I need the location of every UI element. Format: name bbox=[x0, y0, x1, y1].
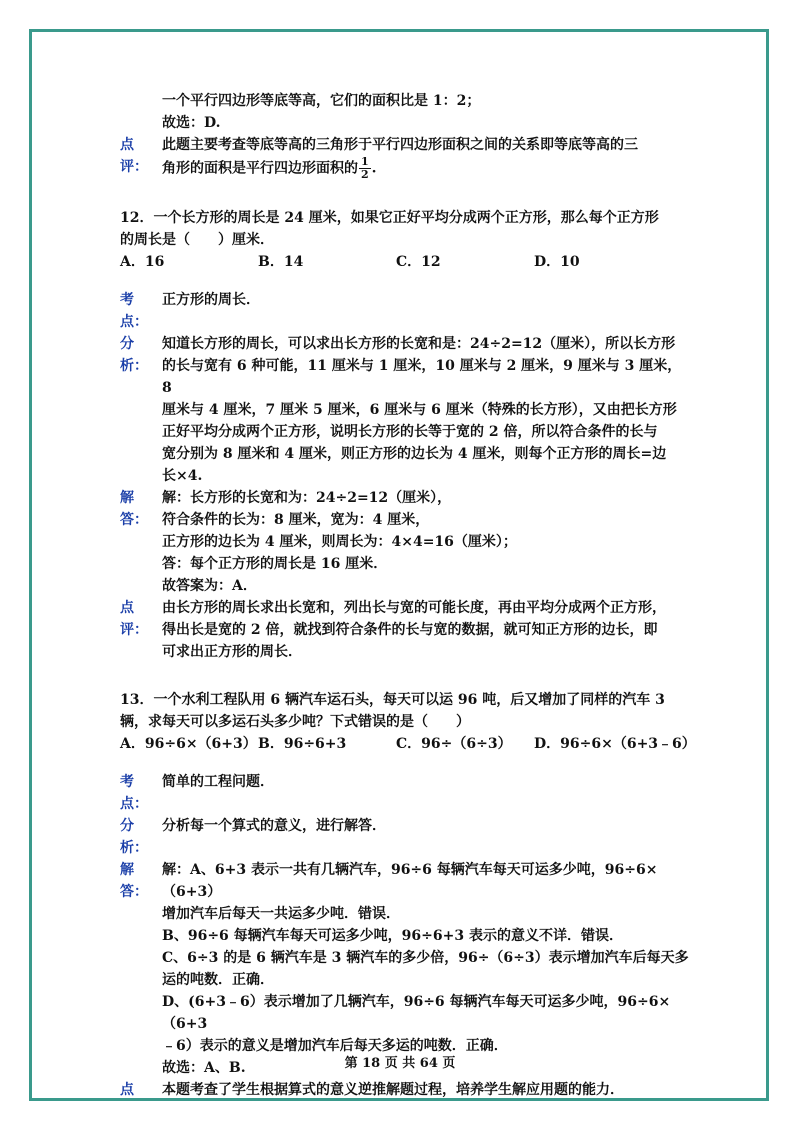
prev-answer-choice: 故选：D. bbox=[162, 115, 221, 131]
option-c: C．96÷（6÷3） bbox=[396, 736, 512, 752]
fenxi-line: 长×4. bbox=[162, 468, 203, 484]
dianping-text: 本题考查了学生根据算式的意义逆推解题过程，培养学生解应用题的能力． bbox=[162, 1082, 624, 1098]
document-content bbox=[120, 90, 696, 1101]
question-stem: 的周长是（ ）厘米． bbox=[120, 232, 274, 248]
dianping-line: 由长方形的周长求出长宽和，列出长与宽的可能长度，再由平均分成两个正方形， bbox=[162, 600, 666, 616]
kaodian-text: 简单的工程问题． bbox=[162, 774, 274, 790]
fenxi-line: 的长与宽有 6 种可能，11 厘米与 1 厘米，10 厘米与 2 厘米，9 厘米与 3 厘米，8 bbox=[162, 358, 682, 396]
jieda-line: 故选：A、B. bbox=[162, 1060, 246, 1076]
jieda-line: 解：长方形的长宽和为：24÷2=12（厘米）， bbox=[162, 490, 452, 506]
fenxi-label: 分 析： bbox=[120, 336, 148, 374]
q13-jieda bbox=[120, 859, 690, 925]
option-c: C．12 bbox=[396, 254, 441, 270]
q12-dianping bbox=[120, 597, 690, 663]
question-options bbox=[120, 251, 690, 273]
dianping-label: 点 评： bbox=[120, 600, 148, 638]
dianping-line: 得出长是宽的 2 倍，就找到符合条件的长与宽的数据，就可知正方形的边长，即 bbox=[162, 622, 658, 638]
jieda-label: 解 答： bbox=[120, 490, 148, 528]
option-b: B．96÷6+3 bbox=[258, 736, 347, 752]
fraction-half: $\frac{1}{2}$ bbox=[361, 155, 369, 181]
q12-kaodian bbox=[120, 289, 690, 333]
dianping-line: 可求出正方形的周长． bbox=[162, 644, 302, 660]
question-stem: 13．一个水利工程队用 6 辆汽车运石头，每天可以运 96 吨，后又增加了同样的汽车 3 bbox=[120, 692, 665, 708]
dianping-label: 点 评： bbox=[120, 137, 148, 175]
question-13 bbox=[120, 689, 696, 755]
fenxi-line: 知道长方形的周长，可以求出长方形的长宽和是：24÷2=12（厘米），所以长方形 bbox=[162, 336, 676, 352]
page-footer: 第 18 页 共 64 页 bbox=[344, 1056, 456, 1071]
kaodian-label: 考 点： bbox=[120, 292, 148, 330]
jieda-line: B、96÷6 每辆汽车每天可运多少吨，96÷6+3 表示的意义不详．错误． bbox=[162, 928, 623, 944]
question-stem: 12．一个长方形的周长是 24 厘米，如果它正好平均分成两个正方形，那么每个正方形 bbox=[120, 210, 659, 226]
jieda-line: 符合条件的长为：8 厘米，宽为：4 厘米， bbox=[162, 512, 430, 528]
q12-jieda bbox=[120, 487, 690, 597]
option-d: D．10 bbox=[534, 254, 580, 270]
option-d: D．96÷6×（6+3﹣6） bbox=[534, 736, 696, 752]
fenxi-line: 正好平均分成两个正方形，说明长方形的长等于宽的 2 倍，所以符合条件的长与 bbox=[162, 424, 658, 440]
dianping-text: 角形的面积是平行四边形面积的 $\frac{1}{2}$ . bbox=[162, 155, 377, 181]
q12-fenxi bbox=[120, 333, 690, 487]
jieda-line: 故答案为：A． bbox=[162, 578, 257, 594]
kaodian-text: 正方形的周长． bbox=[162, 292, 260, 308]
jieda-line: D、(6+3﹣6）表示增加了几辆汽车，96÷6 每辆汽车每天可运多少吨，96÷6×（6+3 bbox=[162, 994, 671, 1032]
jieda-label: 解 答： bbox=[120, 862, 148, 900]
question-stem: 辆，求每天可以多运石头多少吨？下式错误的是（ ） bbox=[120, 714, 470, 730]
option-b: B．14 bbox=[258, 254, 304, 270]
jieda-line: 正方形的边长为 4 厘米，则周长为：4×4=16（厘米）； bbox=[162, 534, 517, 550]
q13-dianping bbox=[120, 1079, 690, 1101]
jieda-line: 答：每个正方形的周长是 16 厘米． bbox=[162, 556, 388, 572]
option-a: A．96÷6×（6+3） bbox=[120, 736, 257, 752]
kaodian-label: 考 点： bbox=[120, 774, 148, 812]
question-options bbox=[120, 733, 696, 755]
q13-fenxi bbox=[120, 815, 690, 859]
jieda-line: 运的吨数．正确． bbox=[162, 972, 274, 988]
prev-answer-line: 一个平行四边形等底等高，它们的面积比是 1：2； bbox=[162, 93, 481, 109]
jieda-line: 解：A、6+3 表示一共有几辆汽车，96÷6 每辆汽车每天可运多少吨，96÷6×（6+3） bbox=[162, 862, 658, 900]
jieda-line: C、6÷3 的是 6 辆汽车是 3 辆汽车的多少倍，96÷（6÷3）表示增加汽车后每天多 bbox=[162, 950, 689, 966]
fenxi-line: 宽分别为 8 厘米和 4 厘米，则正方形的边长为 4 厘米，则每个正方形的周长=边 bbox=[162, 446, 667, 462]
fenxi-line: 厘米与 4 厘米，7 厘米 5 厘米，6 厘米与 6 厘米（特殊的长方形），又由把长方形 bbox=[162, 402, 677, 418]
dianping-text: 此题主要考查等底等高的三角形于平行四边形面积之间的关系即等底等高的三 bbox=[162, 137, 638, 153]
fenxi-label: 分 析： bbox=[120, 818, 148, 856]
prev-dianping bbox=[120, 134, 690, 181]
fenxi-text: 分析每一个算式的意义，进行解答． bbox=[162, 818, 386, 834]
q13-kaodian bbox=[120, 771, 690, 815]
jieda-line: ﹣6）表示的意义是增加汽车后每天多运的吨数．正确． bbox=[162, 1038, 508, 1054]
option-a: A．16 bbox=[120, 254, 165, 270]
prev-answer bbox=[120, 90, 690, 134]
dianping-label: 点 bbox=[120, 1082, 134, 1098]
question-12 bbox=[120, 207, 690, 273]
jieda-line: 增加汽车后每天一共运多少吨．错误． bbox=[162, 906, 400, 922]
